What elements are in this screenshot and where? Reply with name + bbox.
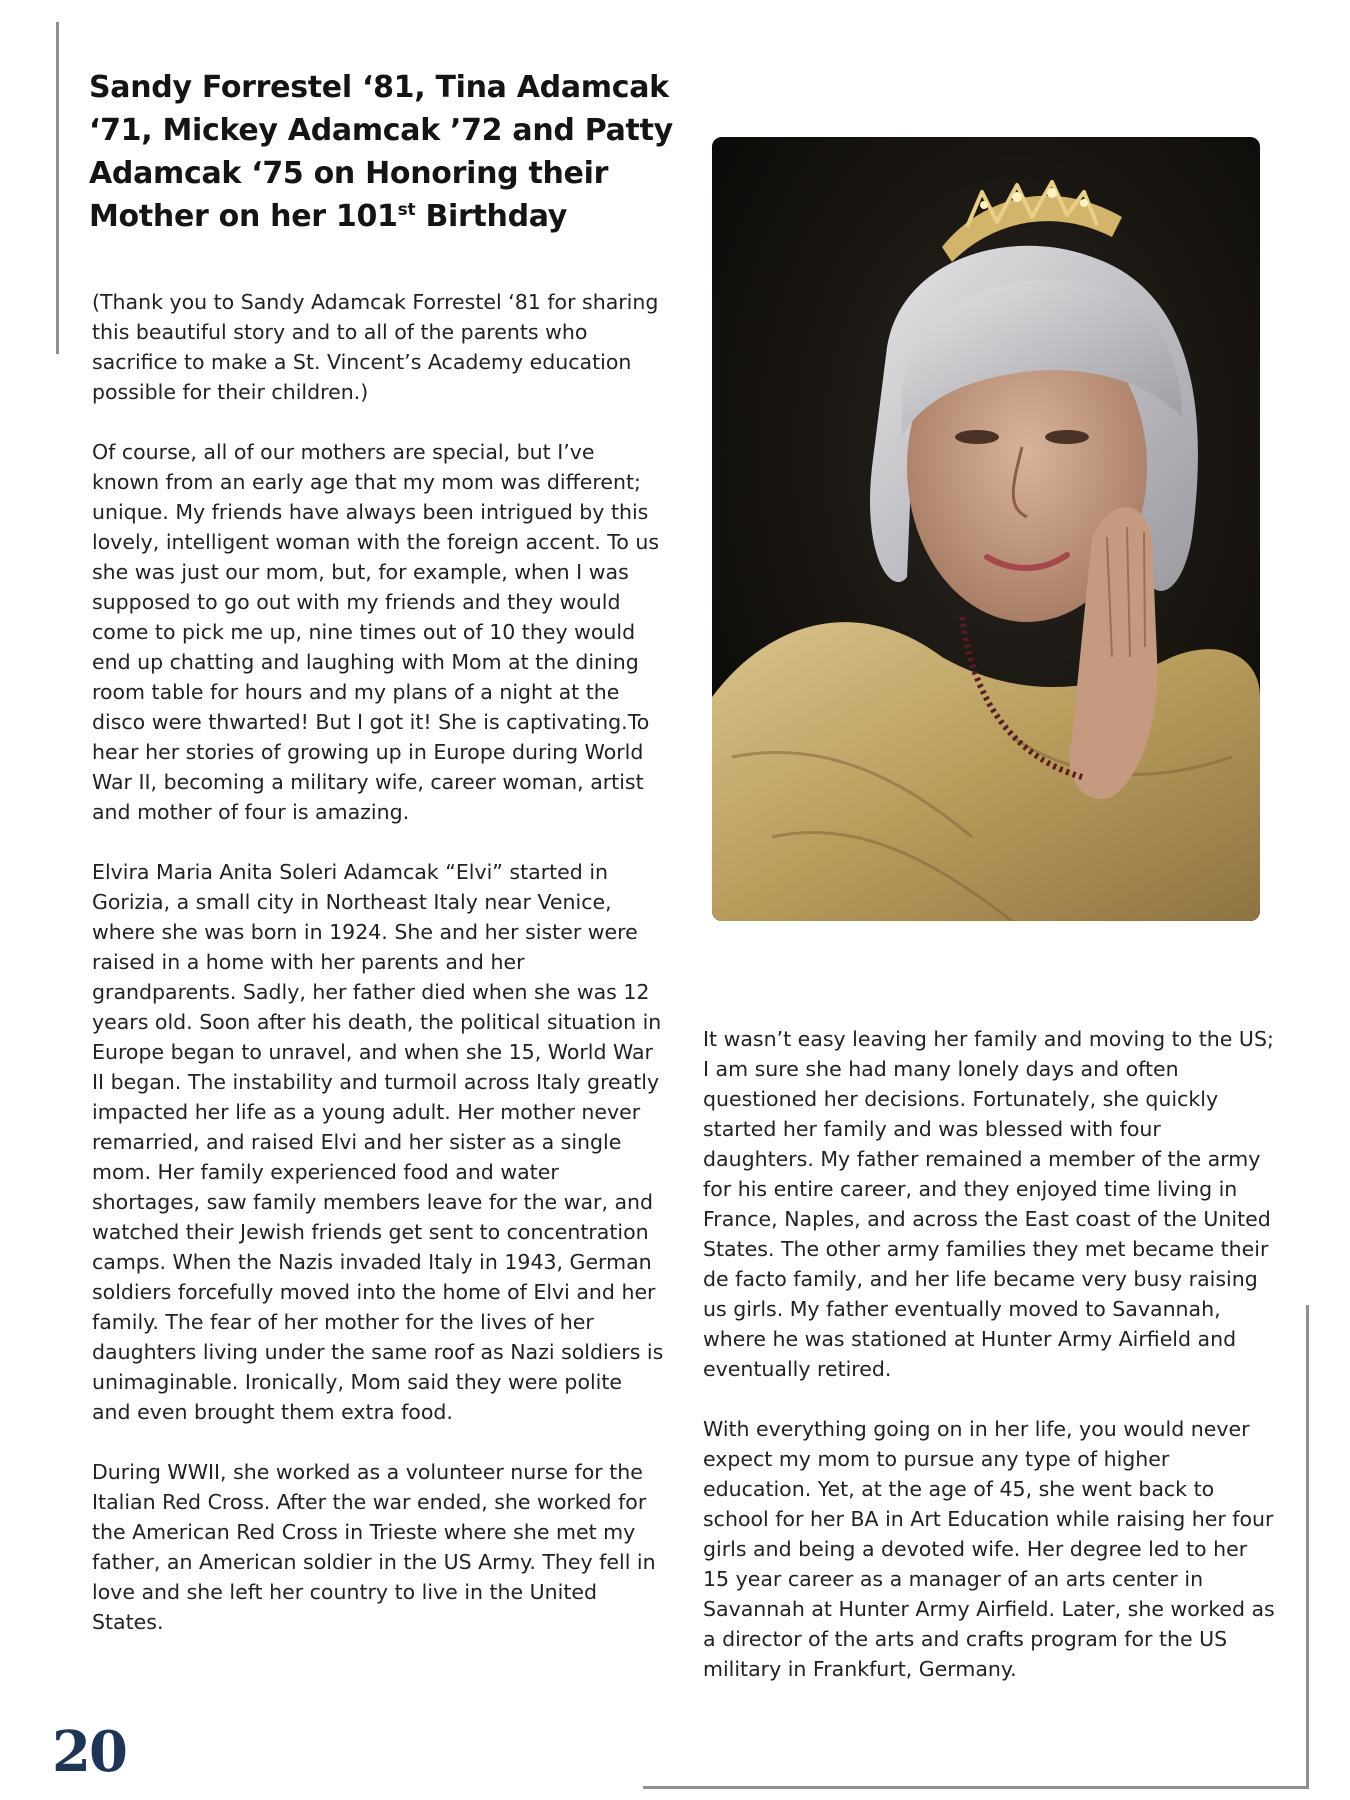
paragraph-wwii: During WWII, she worked as a volunteer nurse for the Italian Red Cross. After the war ended, she worked for the American Red Cross in Trieste where she met my father, an American soldier in the US Army. They fell in love and she left her country to live in the United States. <box>92 1460 656 1634</box>
paragraph-higher-education: With everything going on in her life, you would never expect my mom to pursue any type of higher education. Yet, at the age of 45, she went back to school for her BA in Art Education while raising her four girls and being a devoted wife. Her degree led to her 15 year career as a manager of an arts center in Savannah at Hunter Army Airfield. Later, she worked as a director of the arts and crafts program for the US military in Frankfurt, Germany. <box>703 1417 1275 1681</box>
frame-bottom-rule <box>643 1786 1309 1789</box>
headline-end: Birthday <box>415 199 568 234</box>
portrait-illustration <box>712 137 1260 921</box>
paragraph-leaving-family: It wasn’t easy leaving her family and moving to the US; I am sure she had many lonely days and often questioned her decisions. Fortunately, she quickly started her family and was blessed with four daughters. My father remained a member of the army for his entire career, and they enjoyed time living in France, Naples, and across the East coast of the United States. The other army families they met became their de facto family, and her life became very busy raising us girls. My father eventually moved to Savannah, where he was stationed at Hunter Army Airfield and eventually retired. <box>703 1027 1274 1381</box>
paragraph-elvi-origins: Elvira Maria Anita Soleri Adamcak “Elvi” started in Gorizia, a small city in Northeast Italy near Venice, where she was born in 1924. She and her sister were raised in a home with her parents and her grandparents. Sadly, her father died when she was 12 years old. Soon after his death, the political situation in Europe began to unravel, and when she 15, World War II began. The instability and turmoil across Italy greatly impacted her life as a young adult. Her mother never remarried, and raised Elvi and her sister as a single mom. Her family experienced food and water shortages, saw family members leave for the war, and watched their Jewish friends get sent to concentration camps. When the Nazis invaded Italy in 1943, German soldiers forcefully moved into the home of Elvi and her family. The fear of her mother for the lives of her daughters living under the same roof as Nazi soldiers is unimaginable. Ironically, Mom said they were polite and even brought them extra food. <box>92 860 664 1424</box>
left-column <box>92 287 667 1637</box>
portrait-photo <box>712 137 1260 921</box>
headline-superscript: st <box>397 200 416 220</box>
headline-main: Sandy Forrestel ‘81, Tina Adamcak ‘71, Mickey Adamcak ’72 and Patty Adamcak ‘75 on Honoring their Mother on her 101 <box>89 70 673 234</box>
left-accent-rule <box>56 22 59 354</box>
right-column <box>703 1024 1278 1684</box>
article-headline <box>89 66 709 238</box>
paragraph-mothers-special: Of course, all of our mothers are special, but I’ve known from an early age that my mom was different; unique. My friends have always been intrigued by this lovely, intelligent woman with the foreign accent. To us she was just our mom, but, for example, when I was supposed to go out with my friends and they would come to pick me up, nine times out of 10 they would end up chatting and laughing with Mom at the dining room table for hours and my plans of a night at the disco were thwarted! But I got it! She is captivating.To hear her stories of growing up in Europe during World War II, becoming a military wife, career woman, artist and mother of four is amazing. <box>92 440 660 824</box>
frame-right-rule <box>1306 1305 1309 1789</box>
paragraph-thanks: (Thank you to Sandy Adamcak Forrestel ‘81 for sharing this beautiful story and to all of the parents who sacrifice to make a St. Vincent’s Academy education possible for their children.) <box>92 290 659 404</box>
page-number: 20 <box>52 1719 126 1785</box>
